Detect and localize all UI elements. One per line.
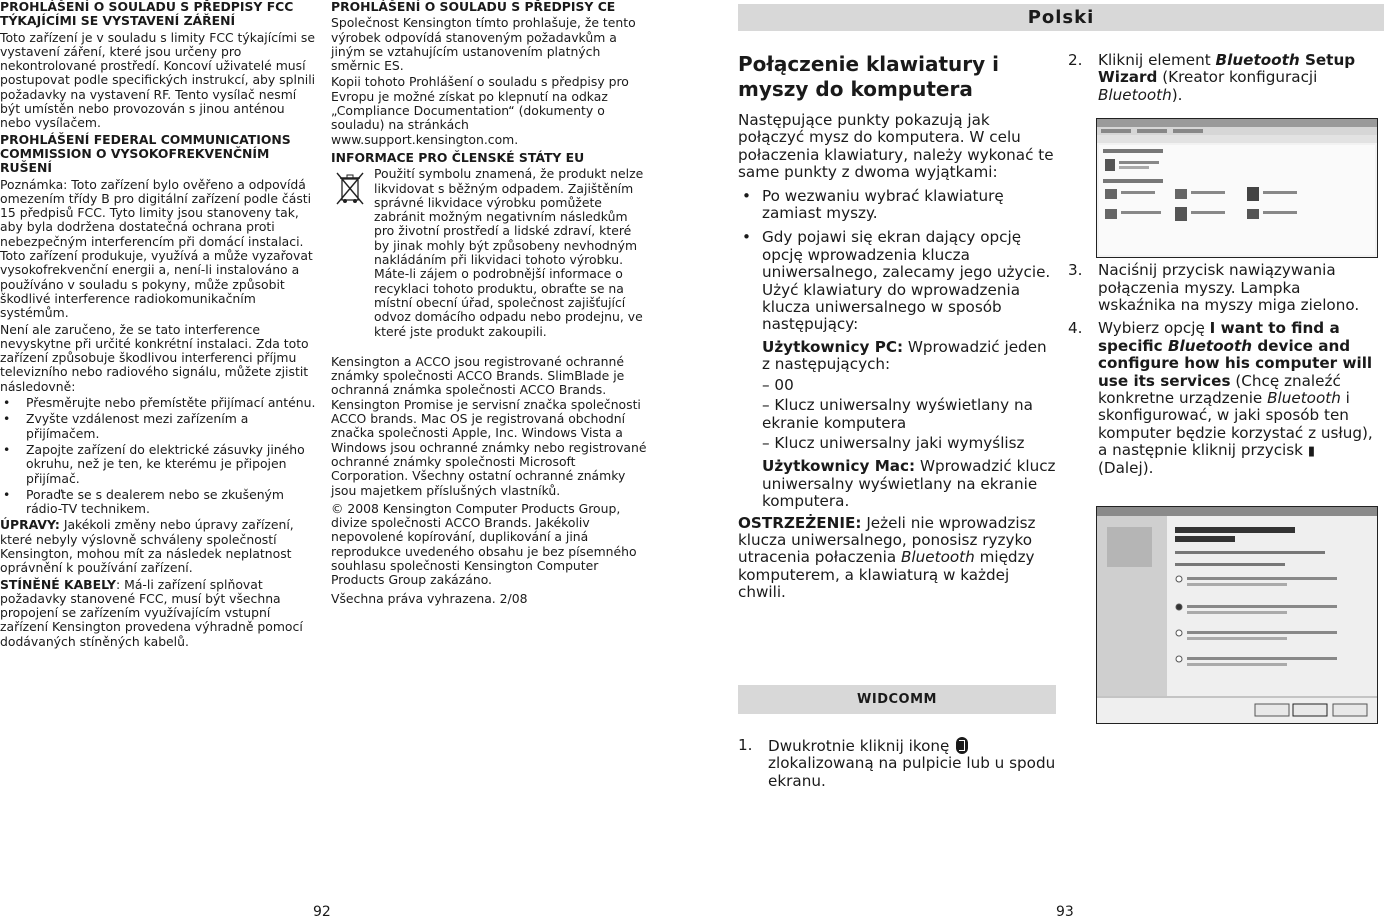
next-button-icon: ▮ <box>1307 444 1315 460</box>
fcc-commission-heading: PROHLÁŠENÍ FEDERAL COMMUNICATIONS COMMISSION O VYSOKOFREKVENČNÍM RUŠENÍ <box>0 131 291 176</box>
list-item: • Po wezwaniu wybrać klawiaturę zamiast myszy. <box>738 188 1058 223</box>
fcc-bullet-list <box>0 396 318 516</box>
fcc-radiation-heading: PROHLÁŠENÍ O SOULADU S PŘEDPISY FCC TÝKAJÍCÍMI SE VYSTAVENÍ ZÁŘENÍ <box>0 0 294 29</box>
page-number-left: 92 <box>313 904 331 920</box>
left-column-2 <box>331 0 649 608</box>
ce-body-2: Kopii tohoto Prohlášení o souladu s předpisy pro Evropu je možné získat po klepnutí na odkaz „Compliance Documentation“ (dokumenty o souladu) na stránkách www.support.kensington.com. <box>331 74 629 147</box>
pc-option: – 00 <box>762 375 794 394</box>
pc-option: – Klucz uniwersalny wyświetlany na ekranie komputera <box>762 396 1033 432</box>
passkey-instructions <box>738 339 1058 511</box>
list-item: • Přesměrujte nebo přemístěte přijímací anténu. <box>0 396 318 410</box>
upravy-paragraph: ÚPRAVY: Jakékoli změny nebo úpravy zařízení, které nebyly výslovně schváleny společností Kensington, mohou mít za následek neplatnost oprávnění k používání zařízení. <box>0 517 294 576</box>
fcc-radiation-body: Toto zařízení je v souladu s limity FCC týkajícími se vystavení záření, které jsou určeny pro nekontrolované prostředí. Koncoví uživatelé musí postupovat podle specifických instrukcí, aby splnili požadavky na vystavení RF. Tento vysílač nesmí být umístěn nebo provozován s jinou anténou nebo vysílačem. <box>0 29 316 131</box>
list-item: • Poraďte se s dealerem nebo se zkušeným rádio-TV technikem. <box>0 488 318 517</box>
bluetooth-setup-wizard-screenshot <box>1096 506 1378 724</box>
pc-users: Użytkownicy PC: Wprowadzić jeden z następujących: <box>762 337 1047 374</box>
step-2: 2. Kliknij element Bluetooth Setup Wizard (Kreator konfiguracji Bluetooth). <box>1068 51 1356 104</box>
mac-users: Użytkownicy Mac: Wprowadzić klucz uniwersalny wyświetlany na ekranie komputera. <box>762 457 1056 511</box>
ce-body: Společnost Kensington tímto prohlašuje, že tento výrobek odpovídá stanoveným požadavkům a jiným se vztahujícím ustanovením platných směrnic ES. <box>331 15 636 74</box>
left-column-1 <box>0 0 318 651</box>
stineni-paragraph: STÍNĚNÉ KABELY: Má-li zařízení splňovat požadavky stanovené FCC, musí být všechna propojení se zařízením využívajícím vstupní zařízení Kensington provedena výhradně pomocí dodávaných stíněných kabelů. <box>0 576 303 649</box>
step-3: 3. Naciśnij przycisk nawiązywania połączenia myszy. Lampka wskaźnika na myszy miga zielono. <box>1068 261 1360 315</box>
fcc-commission-note: Poznámka: Toto zařízení bylo ověřeno a odpovídá omezením třídy B pro digitální zařízení podle části 15 předpisů FCC. Tyto limity jsou stanoveny tak, aby byla dodržena dostatečná ochrana proti nebezpečným interferencím při domácí instalaci. Toto zařízení produkuje, využívá a může vyzařovat vysokofrekvenční energii a, není-li instalováno a používáno v souladu s pokyny, může způsobit škodlivé interference radiokomunikačním systémům. <box>0 176 313 321</box>
bluetooth-places-screenshot <box>1096 118 1378 258</box>
trademarks-text: Kensington a ACCO jsou registrované ochranné známky společnosti ACCO Brands. SlimBlade je ochranná známka společnosti ACCO Brands. Kensington Promise je servisní značka společnosti ACCO brands. Mac OS je registrovaná obchodní značka společnosti Apple, Inc. Windows Vista a Windows jsou ochranné známky nebo registrované ochranné známky společnosti Microsoft Corporation. Všechny ostatní ochranné známky jsou majetkem příslušných vlastníků. <box>331 353 647 498</box>
exceptions-list <box>738 188 1058 334</box>
list-item: • Gdy pojawi się ekran dający opcję opcję wprowadzenia klucza uniwersalnego, zalecamy jego użycie. Użyć klawiatury do wprowadzenia klucza uniwersalnego w sposób następujący: <box>738 229 1058 333</box>
list-item: • Zapojte zařízení do elektrické zásuvky jiného okruhu, než je ten, ke kterému je připojen přijímač. <box>0 443 318 486</box>
list-item: • Zvyšte vzdálenost mezi zařízením a přijímačem. <box>0 412 318 441</box>
screenshot-image <box>1097 507 1377 723</box>
widcomm-banner: WIDCOMM <box>738 685 1056 714</box>
warning-text: OSTRZEŻENIE: Jeżeli nie wprowadzisz klucza uniwersalnego, ponosisz ryzyko utracenia połaczenia Bluetooth między komputerem, a klawiaturą w każdej chwili. <box>738 513 1036 602</box>
right-column-1 <box>738 52 1058 602</box>
intro-text: Następujące punkty pokazują jak połączyć mysz do komputera. W celu połaczenia klawiatury, należy wykonać te same punkty z dwoma wyjątkami: <box>738 111 1054 182</box>
rights-text: Všechna práva vyhrazena. 2/08 <box>331 590 528 606</box>
crossed-bin-icon <box>333 170 367 206</box>
eu-recycling-block <box>331 167 649 339</box>
step-1: 1. Dwukrotnie kliknij ikonę zlokalizowaną na pulpicie lub u spodu ekranu. <box>738 736 1056 790</box>
fcc-commission-note2: Není ale zaručeno, že se tato interference nevyskytne při určité konkrétní instalaci. Zda toto zařízení způsobuje škodlivou interferenci příjmu televizního nebo radiového signálu, můžete zjistit následovně: <box>0 321 309 394</box>
page-number-right: 93 <box>1056 904 1074 920</box>
step-4: 4. Wybierz opcję I want to find a specific Bluetooth device and configure how his computer will use its services (Chcę znaleźć konkretne urządzenie Bluetooth i skonfigurować, w jaki sposób ten komputer będzie korzystać z usług), a następnie kliknij przycisk ▮ (Dalej). <box>1068 319 1373 477</box>
language-banner: Polski <box>738 4 1384 31</box>
screenshot-image <box>1097 119 1377 257</box>
bluetooth-icon <box>956 737 968 754</box>
pc-option: – Klucz uniwersalny jaki wymyślisz <box>762 433 1025 452</box>
right-column-2 <box>1068 52 1380 477</box>
eu-heading: INFORMACE PRO ČLENSKÉ STÁTY EU <box>331 149 585 165</box>
eu-body: Použití symbolu znamená, že produkt nelze likvidovat s běžným odpadem. Zajištěním správné likvidace výrobku pomůžete zabránit možným negativním následkům pro životní prostředí a lidské zdraví, které by jinak mohly být způsobeny nevhodným nakládáním při likvidaci tohoto výrobku. Máte-li zájem o podrobnější informace o recyklaci tohoto produktu, obraťte se na místní obecní úřad, společnost zajišťující odvoz domácího odpadu nebo prodejnu, ve které jste produkt zakoupili. <box>374 166 644 339</box>
ce-heading: PROHLÁŠENÍ O SOULADU S PŘEDPISY CE <box>331 0 616 14</box>
page-title: Połączenie klawiatury i myszy do komputera <box>738 52 999 101</box>
copyright-text: © 2008 Kensington Computer Products Group, divize společnosti ACCO Brands. Jakékoliv nepovolené kopírování, duplikování a jiná reprodukce uvedeného obsahu je bez písemného souhlasu společnosti Kensington Computer Products Group zakázáno. <box>331 500 637 588</box>
